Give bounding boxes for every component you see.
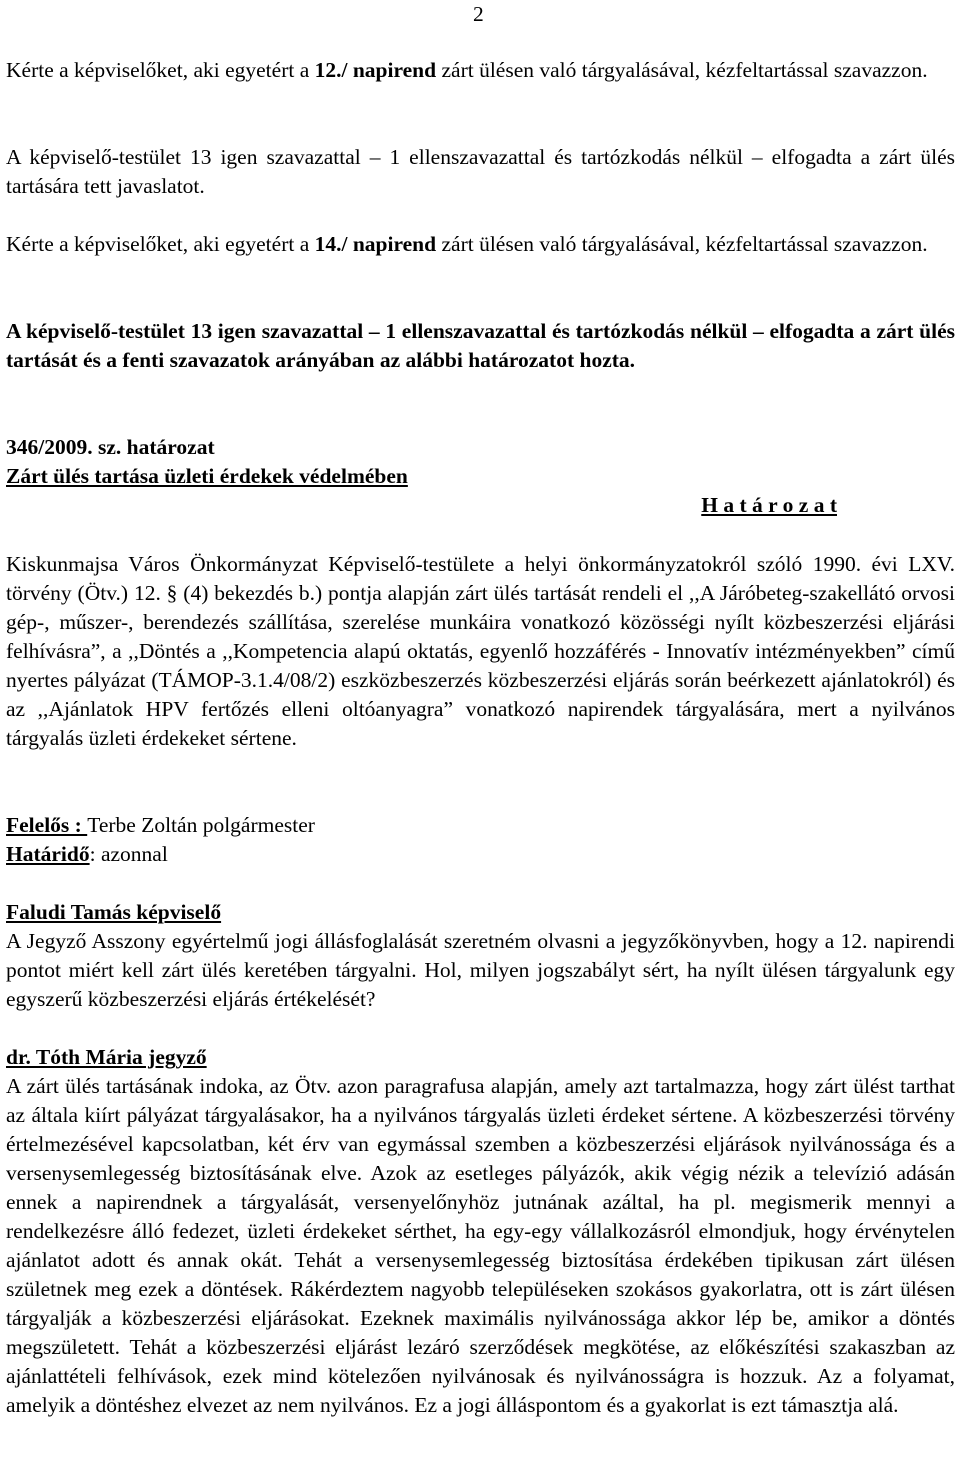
vote-request-prefix: Kérte a képviselőket, aki egyetért a bbox=[6, 232, 315, 256]
agenda-item-ref: 12./ napirend bbox=[314, 58, 437, 82]
vote-result-1: A képviselő-testület 13 igen szavazattal – 1 ellenszavazattal és tartózkodás nélkül – elfogadta a zárt ülés tartására tett javaslatot. bbox=[6, 145, 955, 198]
speaker-statement: A zárt ülés tartásának indoka, az Ötv. azon paragrafusa alapján, amely azt tartalmazza, hogy zárt ülést tarthat az általa kiírt pályázat tárgyalásakor, ha a nyilvános tárgyalás üzleti érdeket sértene. A közbeszerzési törvény értelmezésével kapcsolatban, két érv van egymással szemben a közbeszerzési eljárások nyilvánossága és a versenysemlegesség biztosításának elve. Azok az esetleges pályázók, akik végig nézik a televízió adásán ennek a napirendnek a tárgyalását, versenyelőnyhöz jutnának azáltal, ha pl. megismerik mennyi a rendelkezésre álló fedezet, üzleti érdekeket sérthet, ha egy-egy vállalkozásról elmondjuk, hogy érvénytelen ajánlatot adott és annak okát. Tehát a versenysemlegesség biztosítása érdekében tipikusan zárt ülésen születnek meg ezek a döntések. Rákérdeztem nagyobb településeken szokásos gyakorlatra, ott is zárt ülésen tárgyalják a közbeszerzési eljárásokat. Ezeknek maximális nyilvánossága akkor lép be, amikor a döntés megszületett. Tehát a közbeszerzési eljárást lezáró szerződések megkötése, az előkészítési szakaszban az ajánlattételi felhívások, ezek mind kötelezően nyilvánosak és nyilvánosságra is hozzuk. Az a folyamat, amelyik a döntéshez elvezet az nem nyilvános. Ez a jogi álláspontom és a gyakorlat is ezt támasztja alá. bbox=[6, 1074, 955, 1417]
resolution-title: Zárt ülés tartása üzleti érdekek védelmében bbox=[6, 464, 408, 488]
agenda-item-ref: 14./ napirend bbox=[314, 232, 437, 256]
vote-result-2: A képviselő-testület 13 igen szavazattal – 1 ellenszavazattal és tartózkodás nélkül – elfogadta a zárt ülés tartását és a fenti szavazatok arányában az alábbi határozatot hozta. bbox=[6, 319, 955, 372]
responsible-value: Terbe Zoltán polgármester bbox=[87, 813, 315, 837]
vote-request-suffix: zárt ülésen való tárgyalásával, kézfeltartással szavazzon. bbox=[436, 232, 928, 256]
vote-request-prefix: Kérte a képviselőket, aki egyetért a bbox=[6, 58, 315, 82]
responsible-line bbox=[6, 811, 955, 840]
vote-request-suffix: zárt ülésen való tárgyalásával, kézfeltartással szavazzon. bbox=[436, 58, 928, 82]
resolution-heading: H a t á r o z a t bbox=[701, 493, 837, 517]
speaker-statement: A Jegyző Asszony egyértelmű jogi állásfoglalását szeretném olvasni a jegyzőkönyvben, hogy a 12. napirendi pontot miért kell zárt ülés keretében tárgyalni. Hol, milyen jogszabályt sért, ha nyílt ülésen tárgyalunk egy egyszerű közbeszerzési eljárás értékelését? bbox=[6, 929, 955, 1011]
deadline-label: Határidő bbox=[6, 842, 90, 866]
speaker-name: dr. Tóth Mária jegyző bbox=[6, 1045, 207, 1069]
vote-request-12 bbox=[6, 56, 955, 85]
deadline-value: : azonnal bbox=[89, 842, 168, 866]
vote-request-14 bbox=[6, 230, 955, 259]
page-number: 2 bbox=[473, 2, 484, 26]
resolution-number: 346/2009. sz. határozat bbox=[6, 435, 215, 459]
responsible-label: Felelős : bbox=[6, 813, 88, 837]
resolution-body: Kiskunmajsa Város Önkormányzat Képviselő-testülete a helyi önkormányzatokról szóló 1990. évi LXV. törvény (Ötv.) 12. § (4) bekezdés b.) pontja alapján zárt ülés tartását rendeli el ,,A Járóbeteg-szakellátó orvosi gép-, műszer-, berendezés szállítása, szerelése munkáira vonatkozó közösségi nyílt közbeszerzési eljárási felhívásra”, a ,,Döntés a ,,Kompetencia alapú oktatás, egyenlő hozzáférés - Innovatív intézményekben” című nyertes pályázat (TÁMOP-3.1.4/08/2) eszközbeszerzés közbeszerzési eljárás során beérkezett ajánlatokról) és az ,,Ajánlatok HPV fertőzés elleni oltóanyagra” vonatkozó napirendek tárgyalására, mert a nyilvános tárgyalás üzleti érdekeket sértene. bbox=[6, 552, 955, 750]
speaker-name: Faludi Tamás képviselő bbox=[6, 900, 222, 924]
deadline-line bbox=[6, 840, 955, 869]
